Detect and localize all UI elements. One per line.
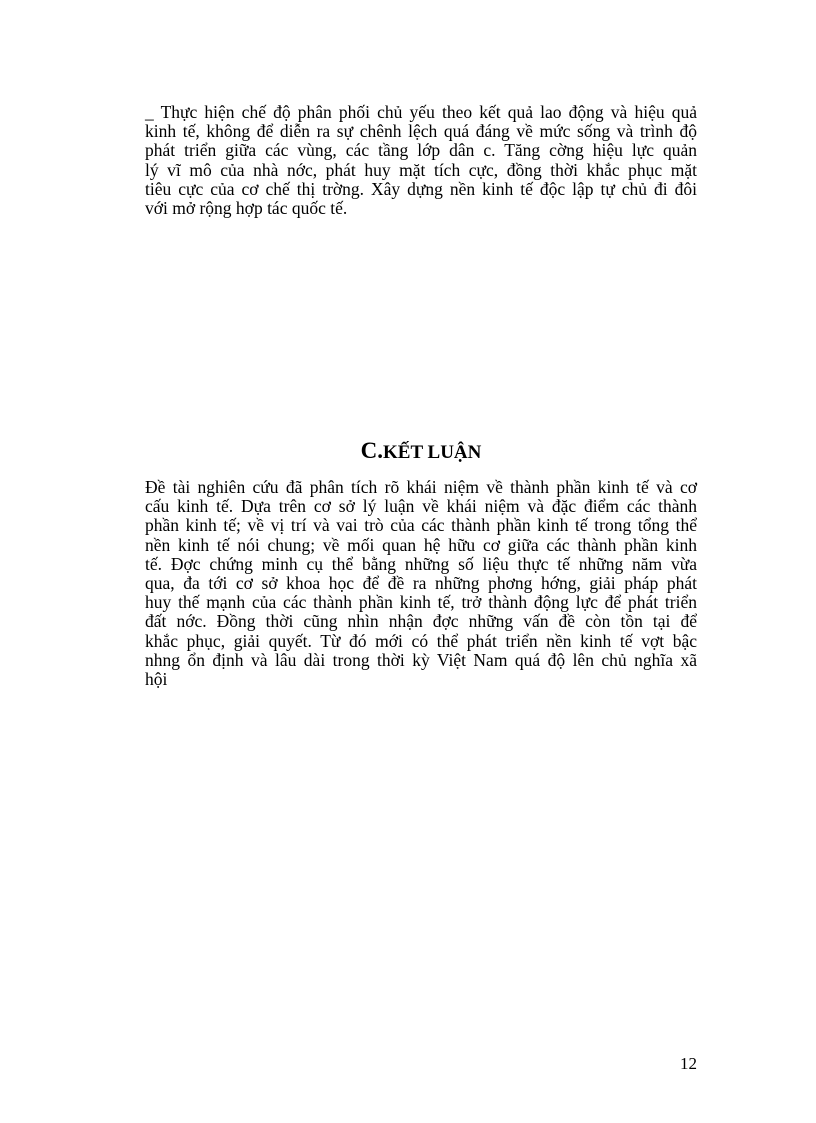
paragraph-conclusion bbox=[145, 478, 697, 689]
heading-prefix: C. bbox=[360, 438, 383, 463]
text-line: Đề tài nghiên cứu đã phân tích rõ khái niệm về thành phần kinh tế và cơ bbox=[145, 477, 697, 497]
text-line: đất nớc. Đồng thời cũng nhìn nhận đợc những vấn đề còn tồn tại để bbox=[145, 611, 697, 632]
text-line: khắc phục, giải quyết. Từ đó mới có thể phát triển nền kinh tế vợt bậc bbox=[145, 630, 697, 651]
text-line: _ Thực hiện chế độ phân phối chủ yếu theo kết quả lao động và hiệu quả bbox=[145, 102, 697, 122]
text-line: phát triển giữa các vùng, các tầng lớp dân c. Tăng cờng hiệu lực quản bbox=[145, 140, 697, 161]
paragraph-economic-policy bbox=[145, 103, 697, 218]
section-heading-conclusion bbox=[145, 440, 697, 464]
text-line: nhng ổn định và lâu dài trong thời kỳ Việt Nam quá độ lên chủ nghĩa xã bbox=[145, 649, 697, 670]
text-line: qua, đa tới cơ sở khoa học để đề ra những phơng hớng, giải pháp phát bbox=[145, 572, 697, 593]
text-line: tiêu cực của cơ chế thị trờng. Xây dựng nền kinh tế độc lập tự chủ đi đôi bbox=[145, 178, 697, 199]
text-line: với mở rộng hợp tác quốc tế. bbox=[145, 197, 348, 218]
heading-title: KẾT LUẬN bbox=[383, 442, 482, 463]
text-line: lý vĩ mô của nhà nớc, phát huy mặt tích cực, đồng thời khắc phục mặt bbox=[145, 159, 697, 180]
page-number: 12 bbox=[680, 1054, 697, 1073]
text-line: hội bbox=[145, 668, 168, 689]
text-line: tế. Đợc chứng minh cụ thể bằng những số liệu thực tế những năm vừa bbox=[145, 553, 697, 574]
text-line: phần kinh tế; về vị trí và vai trò của các thành phần kinh tế trong tổng thể bbox=[145, 515, 697, 536]
text-line: kinh tế, không để diễn ra sự chênh lệch quá đáng về mức sống và trình độ bbox=[145, 121, 697, 142]
text-line: cấu kinh tế. Dựa trên cơ sở lý luận về khái niệm và đặc điểm các thành bbox=[145, 496, 697, 517]
text-line: nền kinh tế nói chung; về mối quan hệ hữu cơ giữa các thành phần kinh bbox=[145, 534, 697, 555]
text-line: huy thế mạnh của các thành phần kinh tế, trở thành động lực để phát triển bbox=[145, 592, 697, 613]
